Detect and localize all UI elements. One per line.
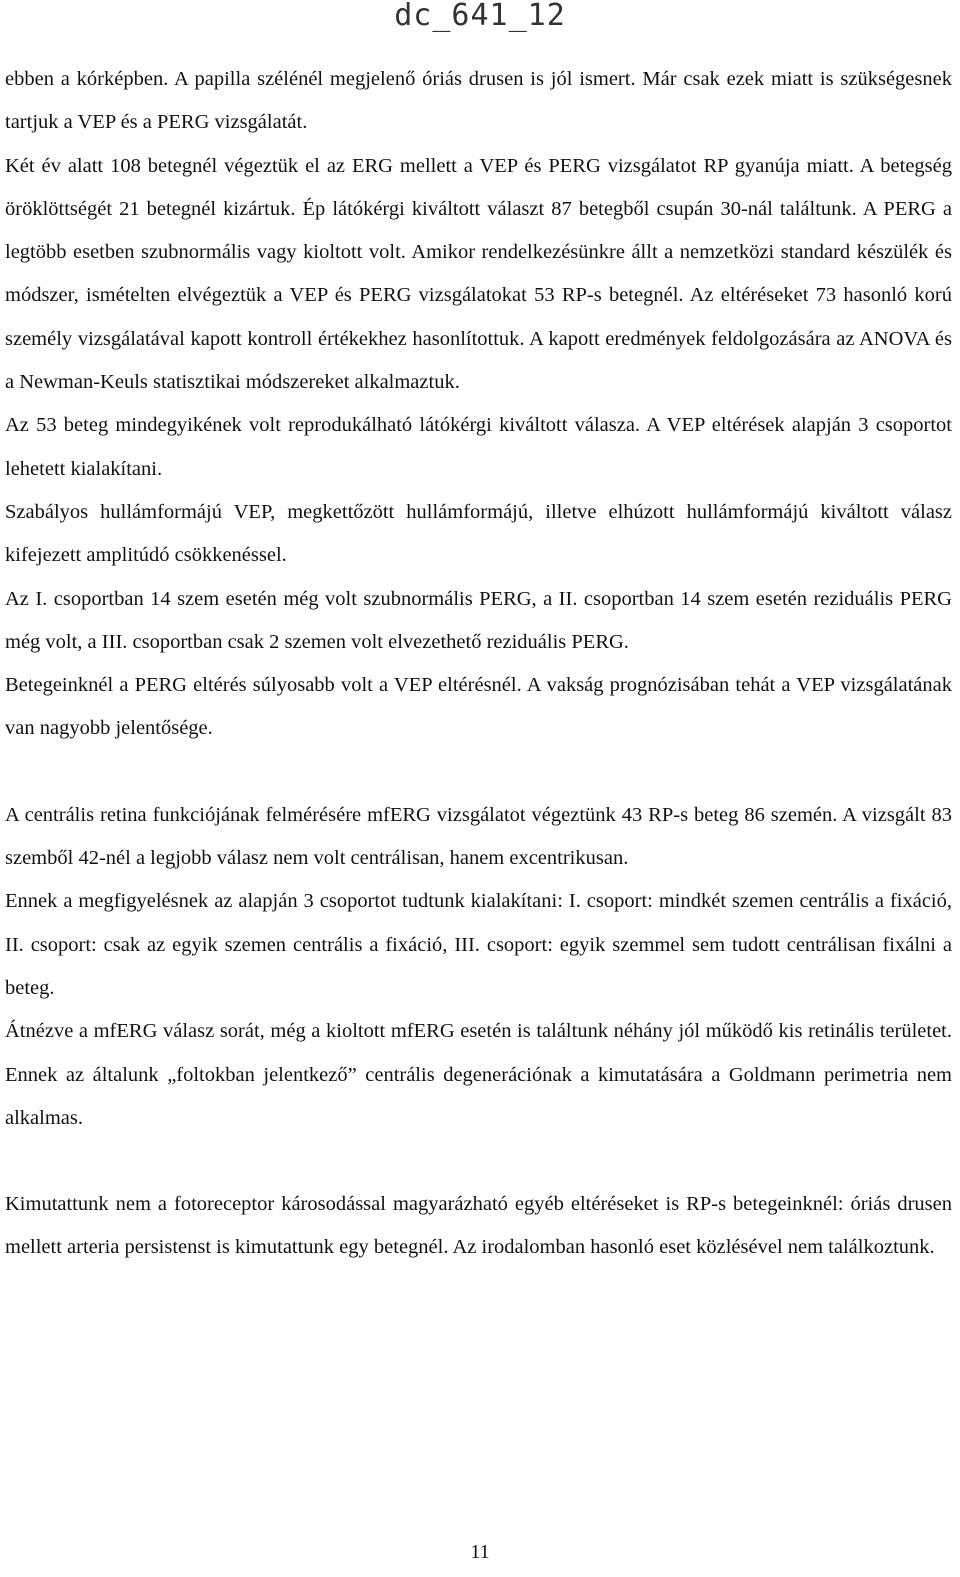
document-id-header: dc_641_12 xyxy=(394,0,566,33)
paragraph-vep-groups: Az 53 beteg mindegyikének volt reprodukálható látókérgi kiváltott válasza. A VEP eltérések alapján 3 csoportot lehetett kialakítani. xyxy=(5,414,952,480)
paragraph-perg-groups: Az I. csoportban 14 szem esetén még volt szubnormális PERG, a II. csoportban 14 szem esetén reziduális PERG még volt, a III. csoportban csak 2 szemen volt elvezethető reziduális PERG. xyxy=(5,587,952,653)
paragraph-other-findings: Kimutattunk nem a fotoreceptor károsodással magyarázható egyéb eltéréseket is RP-s betegeinknél: óriás drusen mellett arteria persistenst is kimutattunk egy betegnél. Az irodalomban hasonló eset közlésével nem találkoztunk. xyxy=(5,1193,952,1259)
page-number: 11 xyxy=(470,1541,490,1563)
paragraph-goldmann: Átnézve a mfERG válasz sorát, még a kioltott mfERG esetén is találtunk néhány jól működő kis retinális területet. Ennek az általunk „foltokban jelentkező” centrális degenerációnak a kimutatására a Goldmann perimetria nem alkalmas. xyxy=(5,1020,952,1129)
paragraph-drusen-intro: ebben a kórképben. A papilla szélénél megjelenő óriás drusen is jól ismert. Már csak ezek miatt is szükségesnek tartjuk a VEP és a PERG vizsgálatát. xyxy=(5,68,952,134)
paragraph-mferg-study: A centrális retina funkciójának felmérésére mfERG vizsgálatot végeztünk 43 RP-s beteg 86 szemén. A vizsgált 83 szemből 42-nél a legjobb válasz nem volt centrálisan, hanem excentrikusan. xyxy=(5,803,952,870)
paragraph-prognosis: Betegeinknél a PERG eltérés súlyosabb volt a VEP eltérésnél. A vakság prognózisában tehát a VEP vizsgálatának van nagyobb jelentősége. xyxy=(5,674,952,740)
page-body xyxy=(5,58,952,1270)
paragraph-vep-perg-study: Két év alatt 108 betegnél végeztük el az ERG mellett a VEP és PERG vizsgálatot RP gyanúja miatt. A betegség öröklöttségét 21 betegnél kizártuk. Ép látókérgi kiváltott választ 87 betegből csupán 30-nál találtunk. A PERG a legtöbb esetben szubnormális vagy kioltott volt. Amikor rendelkezésünkre állt a nemzetközi standard készülék és módszer, ismételten elvégeztük a VEP és PERG vizsgálatokat 53 RP-s betegnél. Az eltéréseket 73 hasonló korú személy vizsgálatával kapott kontroll értékekhez hasonlítottuk. A kapott eredmények feldolgozására az ANOVA és a Newman-Keuls statisztikai módszereket alkalmaztuk. xyxy=(5,154,952,394)
paragraph-fixation-groups: Ennek a megfigyelésnek az alapján 3 csoportot tudtunk kialakítani: I. csoport: mindkét szemen centrális a fixáció, II. csoport: csak az egyik szemen centrális a fixáció, III. csoport: egyik szemmel sem tudott centrálisan fixálni a beteg. xyxy=(5,890,952,999)
paragraph-waveform-types: Szabályos hullámformájú VEP, megkettőzött hullámformájú, illetve elhúzott hullámformájú kiváltott válasz kifejezett amplitúdó csökkenéssel. xyxy=(5,500,952,567)
